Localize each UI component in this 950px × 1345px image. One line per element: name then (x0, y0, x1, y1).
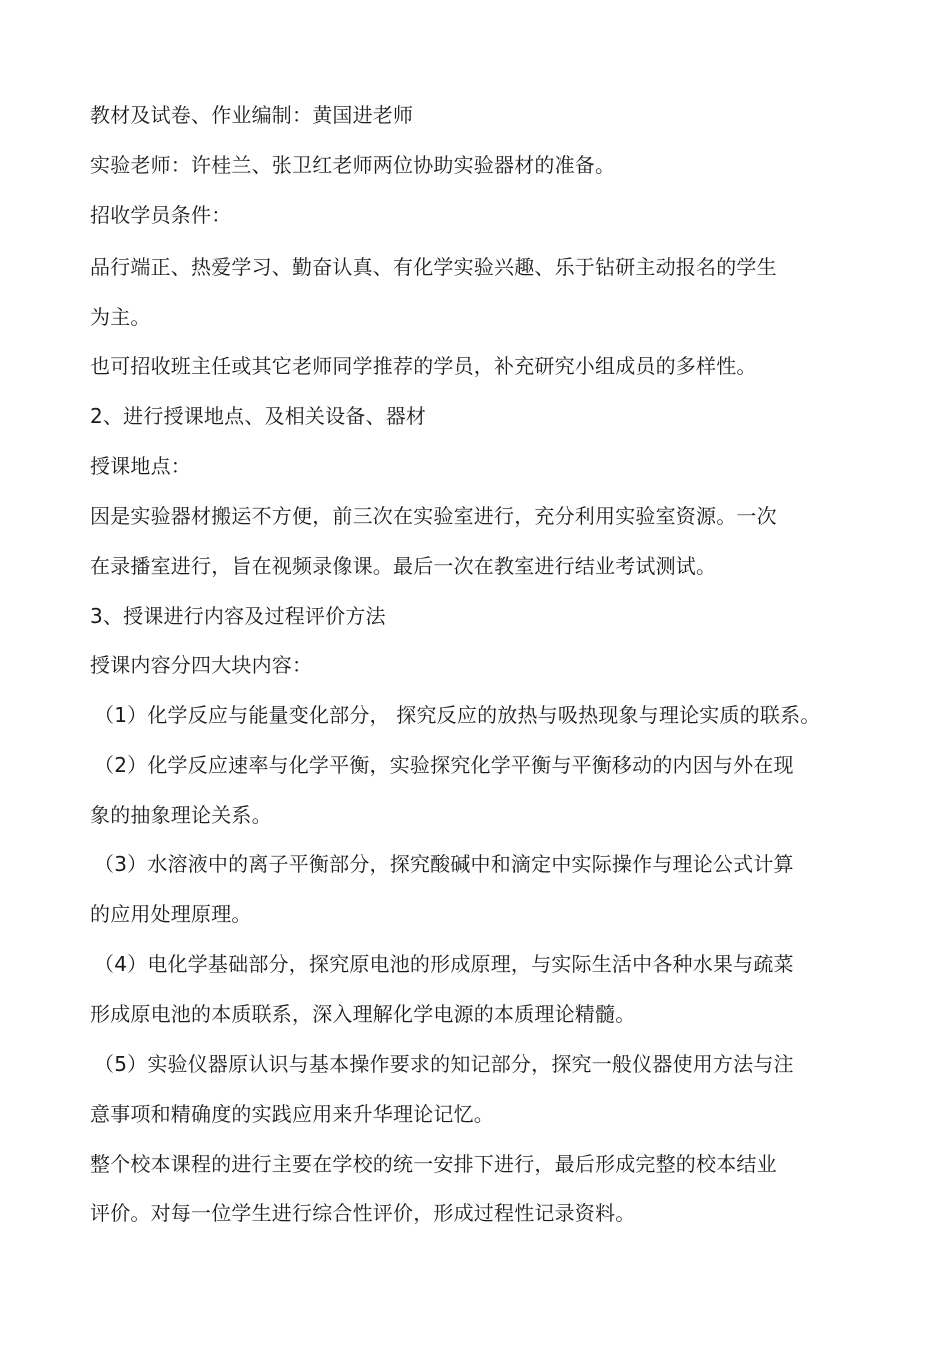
list-item-5-cont: 意事项和精确度的实践应用来升华理论记忆。 (90, 1102, 494, 1126)
list-item-3: （3）水溶液中的离子平衡部分，探究酸碱中和滴定中实际操作与理论公式计算 (94, 852, 794, 876)
text-line-summary: 整个校本课程的进行主要在学校的统一安排下进行，最后形成完整的校本结业 (90, 1152, 777, 1176)
list-item-5: （5）实验仪器原认识与基本操作要求的知记部分，探究一般仪器使用方法与注 (94, 1052, 794, 1076)
text-line-location-details: 因是实验器材搬运不方便，前三次在实验室进行，充分利用实验室资源。一次 (90, 504, 777, 528)
text-line-content-heading: 授课内容分四大块内容： (90, 653, 313, 677)
text-line-recommended-students: 也可招收班主任或其它老师同学推荐的学员，补充研究小组成员的多样性。 (90, 354, 757, 378)
text-line-enrollment-heading: 招收学员条件： (90, 203, 232, 227)
text-line-enrollment-criteria-cont: 为主。 (90, 305, 151, 329)
text-line-summary-cont: 评价。对每一位学生进行综合性评价，形成过程性记录资料。 (90, 1201, 636, 1225)
text-line-location-heading: 授课地点： (90, 454, 191, 478)
section-heading-2: 2、进行授课地点、及相关设备、器材 (90, 404, 427, 428)
list-item-3-cont: 的应用处理原理。 (90, 902, 252, 926)
text-line-enrollment-criteria: 品行端正、热爱学习、勤奋认真、有化学实验兴趣、乐于钻研主动报名的学生 (90, 255, 777, 279)
list-item-1: （1）化学反应与能量变化部分， 探究反应的放热与吸热现象与理论实质的联系。 (94, 703, 821, 727)
list-item-4-cont: 形成原电池的本质联系，深入理解化学电源的本质理论精髓。 (90, 1002, 636, 1026)
section-heading-3: 3、授课进行内容及过程评价方法 (90, 604, 386, 628)
list-item-2-cont: 象的抽象理论关系。 (90, 803, 272, 827)
text-line-lab-teachers: 实验老师：许桂兰、张卫红老师两位协助实验器材的准备。 (90, 153, 616, 177)
list-item-2: （2）化学反应速率与化学平衡，实验探究化学平衡与平衡移动的内因与外在现 (94, 753, 794, 777)
text-line-materials-editor: 教材及试卷、作业编制：黄国进老师 (90, 103, 414, 127)
text-line-location-details-cont: 在录播室进行，旨在视频录像课。最后一次在教室进行结业考试测试。 (90, 554, 717, 578)
list-item-4: （4）电化学基础部分，探究原电池的形成原理，与实际生活中各种水果与疏菜 (94, 952, 794, 976)
